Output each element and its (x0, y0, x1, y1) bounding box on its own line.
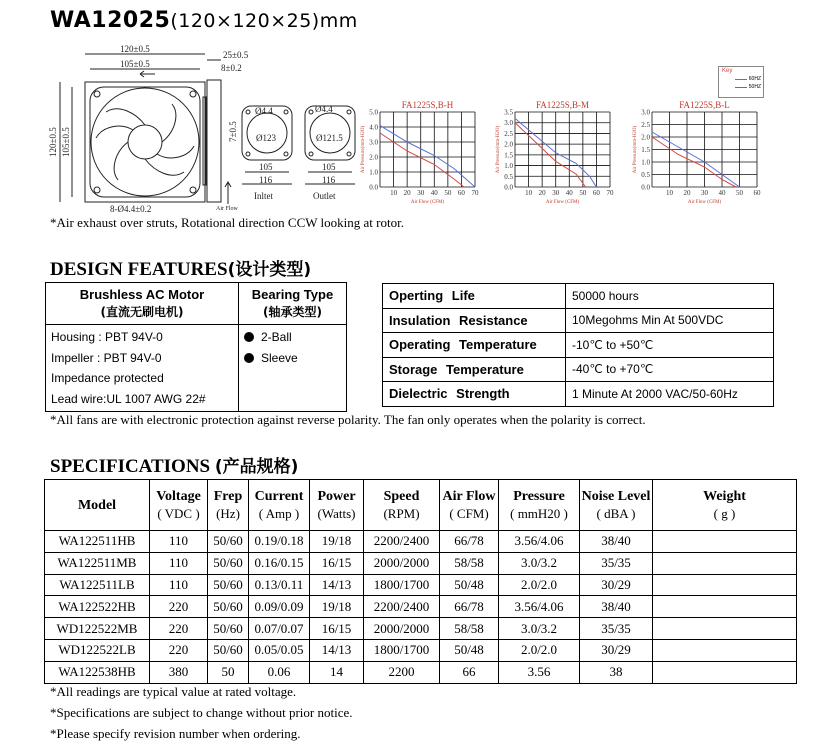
motor-item: Lead wire:UL 1007 AWG 22# (51, 391, 206, 406)
legend-title: Key (722, 68, 733, 74)
spec-column-header: Power (Watts) (310, 480, 364, 531)
spec-column-header: Weight ( g ) (653, 480, 797, 531)
dim-label: 7±0.5 (228, 121, 238, 142)
spec-cell: 50 (208, 661, 249, 683)
chart-title: FA1225S,B-L (679, 100, 730, 110)
spec-cell: 2.0/2.0 (499, 639, 580, 661)
chart-xtick-label: 50 (444, 189, 452, 197)
mount-hole (190, 187, 196, 193)
spec-column-unit: ( CFM) (449, 506, 489, 521)
spec-cell (653, 552, 797, 574)
mount-hole (246, 152, 250, 156)
mount-hole (309, 110, 313, 114)
chart-ylabel: Air Pressure(mm-H2O) (633, 125, 638, 174)
mount-hole (347, 110, 351, 114)
bearing-item: 2-Ball (244, 327, 341, 348)
spec-cell: 3.56/4.06 (499, 531, 580, 553)
spec-cell: 220 (150, 639, 208, 661)
chart-series-line-60hz (652, 132, 740, 187)
spec-cell: 50/60 (208, 552, 249, 574)
chart-ytick-label: 1.0 (369, 168, 378, 177)
chart-ytick-label: 4.0 (369, 123, 378, 132)
mount-hole (309, 152, 313, 156)
spec-cell: 1800/1700 (364, 574, 440, 596)
spec-column-unit: ( dBA ) (596, 506, 636, 521)
outlet-label: Outlet (313, 191, 336, 201)
spec-cell: 19/18 (310, 531, 364, 553)
spec-cell: 380 (150, 661, 208, 683)
spec-model-cell: WA122511HB (45, 531, 150, 553)
chart-xtick-label: 20 (683, 189, 691, 197)
chart-xlabel: Air Flow (CFM) (410, 200, 445, 205)
chart-ytick-label: 1.0 (641, 158, 650, 167)
spec-cell: 35/35 (580, 552, 653, 574)
bearing-header: Bearing Type (轴承类型) (239, 283, 347, 325)
spec-cell (653, 596, 797, 618)
chart-title: FA1225S,B-H (401, 100, 454, 110)
design-features-heading: DESIGN FEATURES(设计类型) (50, 259, 312, 280)
spec-cell: 2200/2400 (364, 531, 440, 553)
spec-cell: 0.13/0.11 (249, 574, 310, 596)
spec-cell: 2000/2000 (364, 552, 440, 574)
bearing-items (239, 325, 347, 412)
spec-cell: 50/48 (440, 639, 499, 661)
chart-ylabel: Air Pressure(mm-H2O) (361, 125, 366, 174)
dim-label: 116 (322, 175, 336, 185)
chart-ytick-label: 0.5 (504, 172, 513, 181)
spec-cell: 30/29 (580, 574, 653, 596)
operating-key: Dielectric Strength (383, 382, 566, 407)
footnote: *Please specify revision number when ordering. (50, 726, 301, 741)
chart-series-line-60hz (380, 126, 475, 188)
design-features-heading-cn: (设计类型) (227, 260, 312, 280)
spec-cell: 220 (150, 596, 208, 618)
spec-cell: 3.0/3.2 (499, 618, 580, 640)
performance-charts (360, 94, 770, 210)
specifications-heading: SPECIFICATIONS (产品规格) (50, 456, 299, 477)
mount-hole (94, 187, 100, 193)
spec-cell (653, 574, 797, 596)
operating-key: Insulation Resistance (383, 308, 566, 333)
operating-value: 10Megohms Min At 500VDC (566, 308, 774, 333)
spec-row (45, 596, 797, 618)
spec-cell: 30/29 (580, 639, 653, 661)
chart-ytick-label: 3.0 (369, 138, 378, 147)
specifications-table (44, 479, 797, 684)
spec-cell: 0.06 (249, 661, 310, 683)
specifications-heading-cn: (产品规格) (214, 457, 299, 477)
mount-hole (347, 152, 351, 156)
spec-cell: 14 (310, 661, 364, 683)
spec-column-header: Air Flow ( CFM) (440, 480, 499, 531)
mount-hole (284, 110, 288, 114)
chart-xtick-label: 50 (579, 189, 587, 197)
spec-column-unit: ( VDC ) (157, 506, 200, 521)
dim-label: 105±0.5 (61, 127, 71, 157)
spec-cell: 38/40 (580, 531, 653, 553)
spec-cell: 1800/1700 (364, 639, 440, 661)
chart-xtick-label: 30 (417, 189, 425, 197)
spec-model-cell: WA122538HB (45, 661, 150, 683)
spec-cell: 220 (150, 618, 208, 640)
spec-cell: 50/48 (440, 574, 499, 596)
spec-column-header: Voltage ( VDC ) (150, 480, 208, 531)
mount-hole (94, 91, 100, 97)
dim-label: 105 (322, 162, 336, 172)
spec-model-cell: WA122511MB (45, 552, 150, 574)
spec-row (45, 531, 797, 553)
note-protection: *All fans are with electronic protection against reverse polarity. The fan only operates when the polarity is correct. (50, 412, 646, 427)
fan-blades (96, 104, 194, 180)
page-title: WA12025(120×120×25)mm (50, 8, 358, 33)
spec-cell: 58/58 (440, 618, 499, 640)
airflow-arrow-icon (225, 182, 231, 204)
chart-xtick-label: 40 (565, 189, 573, 197)
spec-cell: 50/60 (208, 639, 249, 661)
spec-column-header: Pressure ( mmH20 ) (499, 480, 580, 531)
spec-cell: 3.56/4.06 (499, 596, 580, 618)
legend-item (719, 83, 763, 91)
footnote: *Specifications are subject to change without prior notice. (50, 705, 353, 720)
legend-label: 50HZ (748, 84, 761, 90)
operating-row (383, 382, 774, 407)
spec-column-unit: (Watts) (317, 506, 356, 521)
legend-swatch (735, 79, 747, 80)
dim-label: Ø4.4 (255, 106, 273, 116)
spec-cell: 14/13 (310, 639, 364, 661)
dim-label: 8-Ø4.4±0.2 (110, 204, 152, 212)
operating-conditions-table (382, 283, 774, 407)
spec-cell: 14/13 (310, 574, 364, 596)
chart-xtick-label: 10 (525, 189, 533, 197)
dim-label: 8±0.2 (221, 63, 242, 73)
spec-cell: 66/78 (440, 596, 499, 618)
spec-cell: 50/60 (208, 531, 249, 553)
spec-cell: 66 (440, 661, 499, 683)
bullet-icon (244, 353, 254, 363)
dim-label: 116 (259, 175, 273, 185)
chart-ytick-label: 2.5 (641, 121, 650, 129)
spec-cell: 0.09/0.09 (249, 596, 310, 618)
motor-header-cn: (直流无刷电机) (100, 305, 184, 319)
chart-xlabel: Air Flow (CFM) (545, 200, 580, 205)
dim-label: 120±0.5 (48, 127, 58, 157)
dim-label: 105 (259, 162, 273, 172)
chart-xtick-label: 70 (471, 189, 479, 197)
spec-cell: 0.05/0.05 (249, 639, 310, 661)
mount-hole (284, 152, 288, 156)
spec-cell: 3.0/3.2 (499, 552, 580, 574)
spec-column-header: Frep (Hz) (208, 480, 249, 531)
dim-label: 25±0.5 (223, 50, 249, 60)
chart-xtick-label: 60 (592, 189, 600, 197)
chart-xtick-label: 60 (753, 189, 761, 197)
chart-xtick-label: 10 (666, 189, 673, 197)
spec-model-cell: WD122522LB (45, 639, 150, 661)
chart-ytick-label: 2.5 (504, 129, 513, 138)
spec-cell: 16/15 (310, 618, 364, 640)
spec-cell: 110 (150, 531, 208, 553)
spec-row (45, 552, 797, 574)
spec-cell: 2.0/2.0 (499, 574, 580, 596)
chart-xtick-label: 50 (736, 189, 743, 197)
chart-ytick-label: 0.0 (641, 183, 650, 192)
spec-column-header: Speed (RPM) (364, 480, 440, 531)
chart-ytick-label: 3.5 (504, 108, 513, 117)
chart-ytick-label: 0.0 (504, 183, 513, 192)
chart-xtick-label: 20 (403, 189, 411, 197)
chart-ytick-label: 1.0 (504, 162, 513, 171)
chart-ytick-label: 3.0 (504, 119, 513, 128)
spec-cell: 58/58 (440, 552, 499, 574)
spec-cell (653, 639, 797, 661)
spec-cell: 38 (580, 661, 653, 683)
chart-ytick-label: 3.0 (641, 108, 650, 117)
spec-cell (653, 661, 797, 683)
spec-column-header: Current ( Amp ) (249, 480, 310, 531)
note-exhaust: *Air exhaust over struts, Rotational direction CCW looking at rotor. (50, 215, 404, 230)
operating-value: -40℃ to +70℃ (566, 357, 774, 382)
spec-cell: 2000/2000 (364, 618, 440, 640)
spec-cell: 2200/2400 (364, 596, 440, 618)
spec-model-cell: WA122522HB (45, 596, 150, 618)
legend-item (719, 75, 763, 83)
spec-cell: 0.07/0.07 (249, 618, 310, 640)
spec-cell: 0.16/0.15 (249, 552, 310, 574)
side-view-outline (207, 80, 221, 202)
chart-ylabel: Air Pressure(mm-H2O) (496, 125, 501, 174)
motor-item: Impeller : PBT 94V-0 (51, 350, 162, 365)
chart-xtick-label: 30 (552, 189, 560, 197)
spec-column-unit: (Hz) (216, 506, 240, 521)
chart-xlabel: Air Flow (CFM) (687, 200, 722, 205)
operating-row (383, 357, 774, 382)
spec-cell: 19/18 (310, 596, 364, 618)
chart-xtick-label: 40 (430, 189, 438, 197)
spec-cell: 38/40 (580, 596, 653, 618)
spec-cell: 110 (150, 574, 208, 596)
bullet-icon (244, 332, 254, 342)
chart-xtick-label: 10 (390, 189, 398, 197)
chart-ytick-label: 2.0 (369, 153, 378, 162)
spec-row (45, 618, 797, 640)
chart-xtick-label: 40 (718, 189, 726, 197)
operating-key: Operting Life (383, 284, 566, 309)
chart-xtick-label: 60 (457, 189, 465, 197)
chart-series-line-50hz (380, 133, 464, 187)
rotation-arrow-icon (140, 71, 155, 77)
spec-cell: 50/60 (208, 574, 249, 596)
chart-ytick-label: 2.0 (504, 140, 513, 149)
spec-model-cell: WA122511LB (45, 574, 150, 596)
dim-label: 105±0.5 (120, 59, 150, 69)
design-features-table (45, 282, 347, 412)
dim-label: 120±0.5 (120, 44, 150, 54)
spec-model-cell: WD122522MB (45, 618, 150, 640)
mechanical-drawing (40, 42, 370, 212)
spec-header-row (45, 480, 797, 531)
chart-title: FA1225S,B-M (535, 100, 590, 110)
spec-column-unit: ( g ) (713, 506, 736, 521)
chart-xtick-label: 20 (538, 189, 546, 197)
mount-hole (246, 110, 250, 114)
operating-row (383, 333, 774, 358)
bearing-item: Sleeve (244, 348, 341, 369)
dim-label: Ø121.5 (316, 133, 343, 143)
fan-frame-outline (85, 82, 205, 202)
chart-ytick-label: 1.5 (504, 151, 513, 160)
motor-items (46, 325, 239, 412)
operating-value: 1 Minute At 2000 VAC/50-60Hz (566, 382, 774, 407)
legend-label: 60HZ (748, 76, 761, 82)
footnote: *All readings are typical value at rated voltage. (50, 684, 297, 699)
legend-swatch (735, 87, 747, 88)
motor-item: Impedance protected (51, 371, 164, 385)
spec-cell: 110 (150, 552, 208, 574)
chart-legend (718, 66, 764, 98)
inlet-label: Inltet (254, 191, 273, 201)
spec-cell: 16/15 (310, 552, 364, 574)
spec-cell: 0.19/0.18 (249, 531, 310, 553)
fan-venturi (91, 88, 199, 196)
spec-cell: 3.56 (499, 661, 580, 683)
spec-cell (653, 618, 797, 640)
chart-xtick-label: 30 (701, 189, 708, 197)
dim-label: Ø123 (256, 133, 276, 143)
spec-cell: 2200 (364, 661, 440, 683)
spec-cell: 35/35 (580, 618, 653, 640)
spec-cell (653, 531, 797, 553)
operating-key: Storage Temperature (383, 357, 566, 382)
operating-value: 50000 hours (566, 284, 774, 309)
spec-column-unit: ( mmH20 ) (510, 506, 568, 521)
airflow-label: Air Flow (216, 206, 238, 212)
motor-header: Brushless AC Motor (直流无刷电机) (46, 283, 239, 325)
dim-label: Ø4.4 (315, 104, 333, 114)
operating-value: -10℃ to +50℃ (566, 333, 774, 358)
spec-row (45, 639, 797, 661)
chart-ytick-label: 0.5 (641, 171, 650, 179)
motor-item: Housing : PBT 94V-0 (51, 330, 163, 344)
operating-key: Operating Temperature (383, 333, 566, 358)
spec-cell: 50/60 (208, 618, 249, 640)
operating-row (383, 308, 774, 333)
operating-row (383, 284, 774, 309)
chart-ytick-label: 5.0 (369, 108, 378, 117)
chart-ytick-label: 1.5 (641, 146, 650, 154)
spec-column-unit: (RPM) (383, 506, 420, 521)
chart-xtick-label: 70 (606, 189, 614, 197)
chart-ytick-label: 0.0 (369, 183, 378, 192)
mount-hole (190, 91, 196, 97)
chart-ytick-label: 2.0 (641, 133, 650, 142)
spec-row (45, 661, 797, 683)
fan-hub (128, 125, 162, 159)
spec-cell: 66/78 (440, 531, 499, 553)
bearing-header-cn: (轴承类型) (263, 305, 322, 319)
title-size: (120×120×25)mm (170, 10, 358, 32)
spec-row (45, 574, 797, 596)
spec-column-header: Model (45, 480, 150, 531)
spec-column-header: Noise Level ( dBA ) (580, 480, 653, 531)
spec-column-unit: ( Amp ) (258, 506, 300, 521)
spec-cell: 50/60 (208, 596, 249, 618)
